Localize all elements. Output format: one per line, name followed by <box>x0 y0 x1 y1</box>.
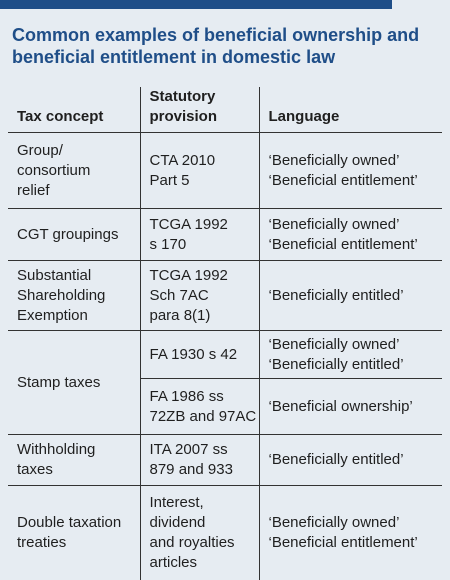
concept-cell <box>8 435 140 486</box>
cell-text: FA 1930 s 42 <box>149 345 238 363</box>
provision-cell <box>140 331 259 379</box>
header-line: provision <box>149 108 218 125</box>
tax-concepts-table <box>8 87 442 580</box>
cell-text: 72ZB and 97AC <box>149 407 257 425</box>
cell-text: Shareholding <box>17 286 106 304</box>
cell-text: ‘Beneficial entitlement’ <box>268 171 418 189</box>
cell-text: ‘Beneficially entitled’ <box>268 355 404 373</box>
table-row <box>8 486 442 580</box>
language-cell <box>259 379 442 435</box>
header-tax-concept: Tax concept <box>8 87 140 133</box>
cell-text: ‘Beneficial ownership’ <box>268 397 413 415</box>
provision-cell <box>140 486 259 580</box>
cell-text: Exemption <box>17 306 88 324</box>
box-title <box>12 24 442 68</box>
cell-text: Double taxation <box>17 513 122 531</box>
cell-text: dividend <box>149 513 206 531</box>
provision-cell <box>140 379 259 435</box>
cell-text: ‘Beneficially owned’ <box>268 151 400 169</box>
cell-text: ‘Beneficially entitled’ <box>268 286 404 304</box>
title-line: Common examples of beneficial ownership and <box>12 25 420 45</box>
cell-text: relief <box>17 181 50 199</box>
cell-text: Withholding <box>17 441 96 458</box>
table-row <box>8 261 442 331</box>
cell-text: TCGA 1992 <box>149 215 228 233</box>
cell-text: and royalties <box>149 533 235 551</box>
cell-text: taxes <box>17 461 53 478</box>
table-row <box>8 209 442 261</box>
header-language: Language <box>259 87 442 133</box>
cell-text: ‘Beneficially owned’ <box>268 215 400 233</box>
language-cell <box>259 486 442 580</box>
provision-cell <box>140 133 259 209</box>
language-cell <box>259 331 442 379</box>
cell-text: ‘Beneficial entitlement’ <box>268 235 418 253</box>
cell-text: Part 5 <box>149 171 190 189</box>
table-row <box>8 435 442 486</box>
cell-text: TCGA 1992 <box>149 266 228 284</box>
table-row <box>8 133 442 209</box>
provision-cell <box>140 209 259 261</box>
cell-text: CTA 2010 <box>149 151 216 169</box>
cell-text: Interest, <box>149 493 204 511</box>
cell-text: FA 1986 ss <box>149 387 224 405</box>
table-row <box>8 331 442 379</box>
cell-text: Group/ <box>17 141 63 159</box>
language-cell <box>259 209 442 261</box>
cell-text: treaties <box>17 533 67 551</box>
provision-cell <box>140 435 259 486</box>
cell-text: ‘Beneficially owned’ <box>268 335 400 353</box>
cell-text: CGT groupings <box>17 225 119 243</box>
language-cell <box>259 261 442 331</box>
header-statutory-provision <box>140 87 259 133</box>
cell-text: s 170 <box>149 235 187 253</box>
cell-text: ‘Beneficially entitled’ <box>268 451 404 468</box>
top-accent-bar <box>0 0 392 9</box>
language-cell <box>259 133 442 209</box>
cell-text: para 8(1) <box>149 306 211 324</box>
cell-text: 879 and 933 <box>149 461 233 478</box>
concept-cell <box>8 486 140 580</box>
concept-cell <box>8 331 140 435</box>
concept-cell <box>8 133 140 209</box>
cell-text: consortium <box>17 161 91 179</box>
cell-text: Sch 7AC <box>149 286 209 304</box>
cell-text: ITA 2007 ss <box>149 441 228 458</box>
cell-text: ‘Beneficially owned’ <box>268 513 400 531</box>
provision-cell <box>140 261 259 331</box>
language-cell <box>259 435 442 486</box>
title-line: beneficial entitlement in domestic law <box>12 47 336 67</box>
header-line: Statutory <box>149 88 216 105</box>
concept-cell <box>8 261 140 331</box>
concept-cell <box>8 209 140 261</box>
table-header-row <box>8 87 442 133</box>
cell-text: articles <box>149 553 198 571</box>
cell-text: Stamp taxes <box>17 373 101 391</box>
cell-text: ‘Beneficial entitlement’ <box>268 533 418 551</box>
cell-text: Substantial <box>17 266 92 284</box>
